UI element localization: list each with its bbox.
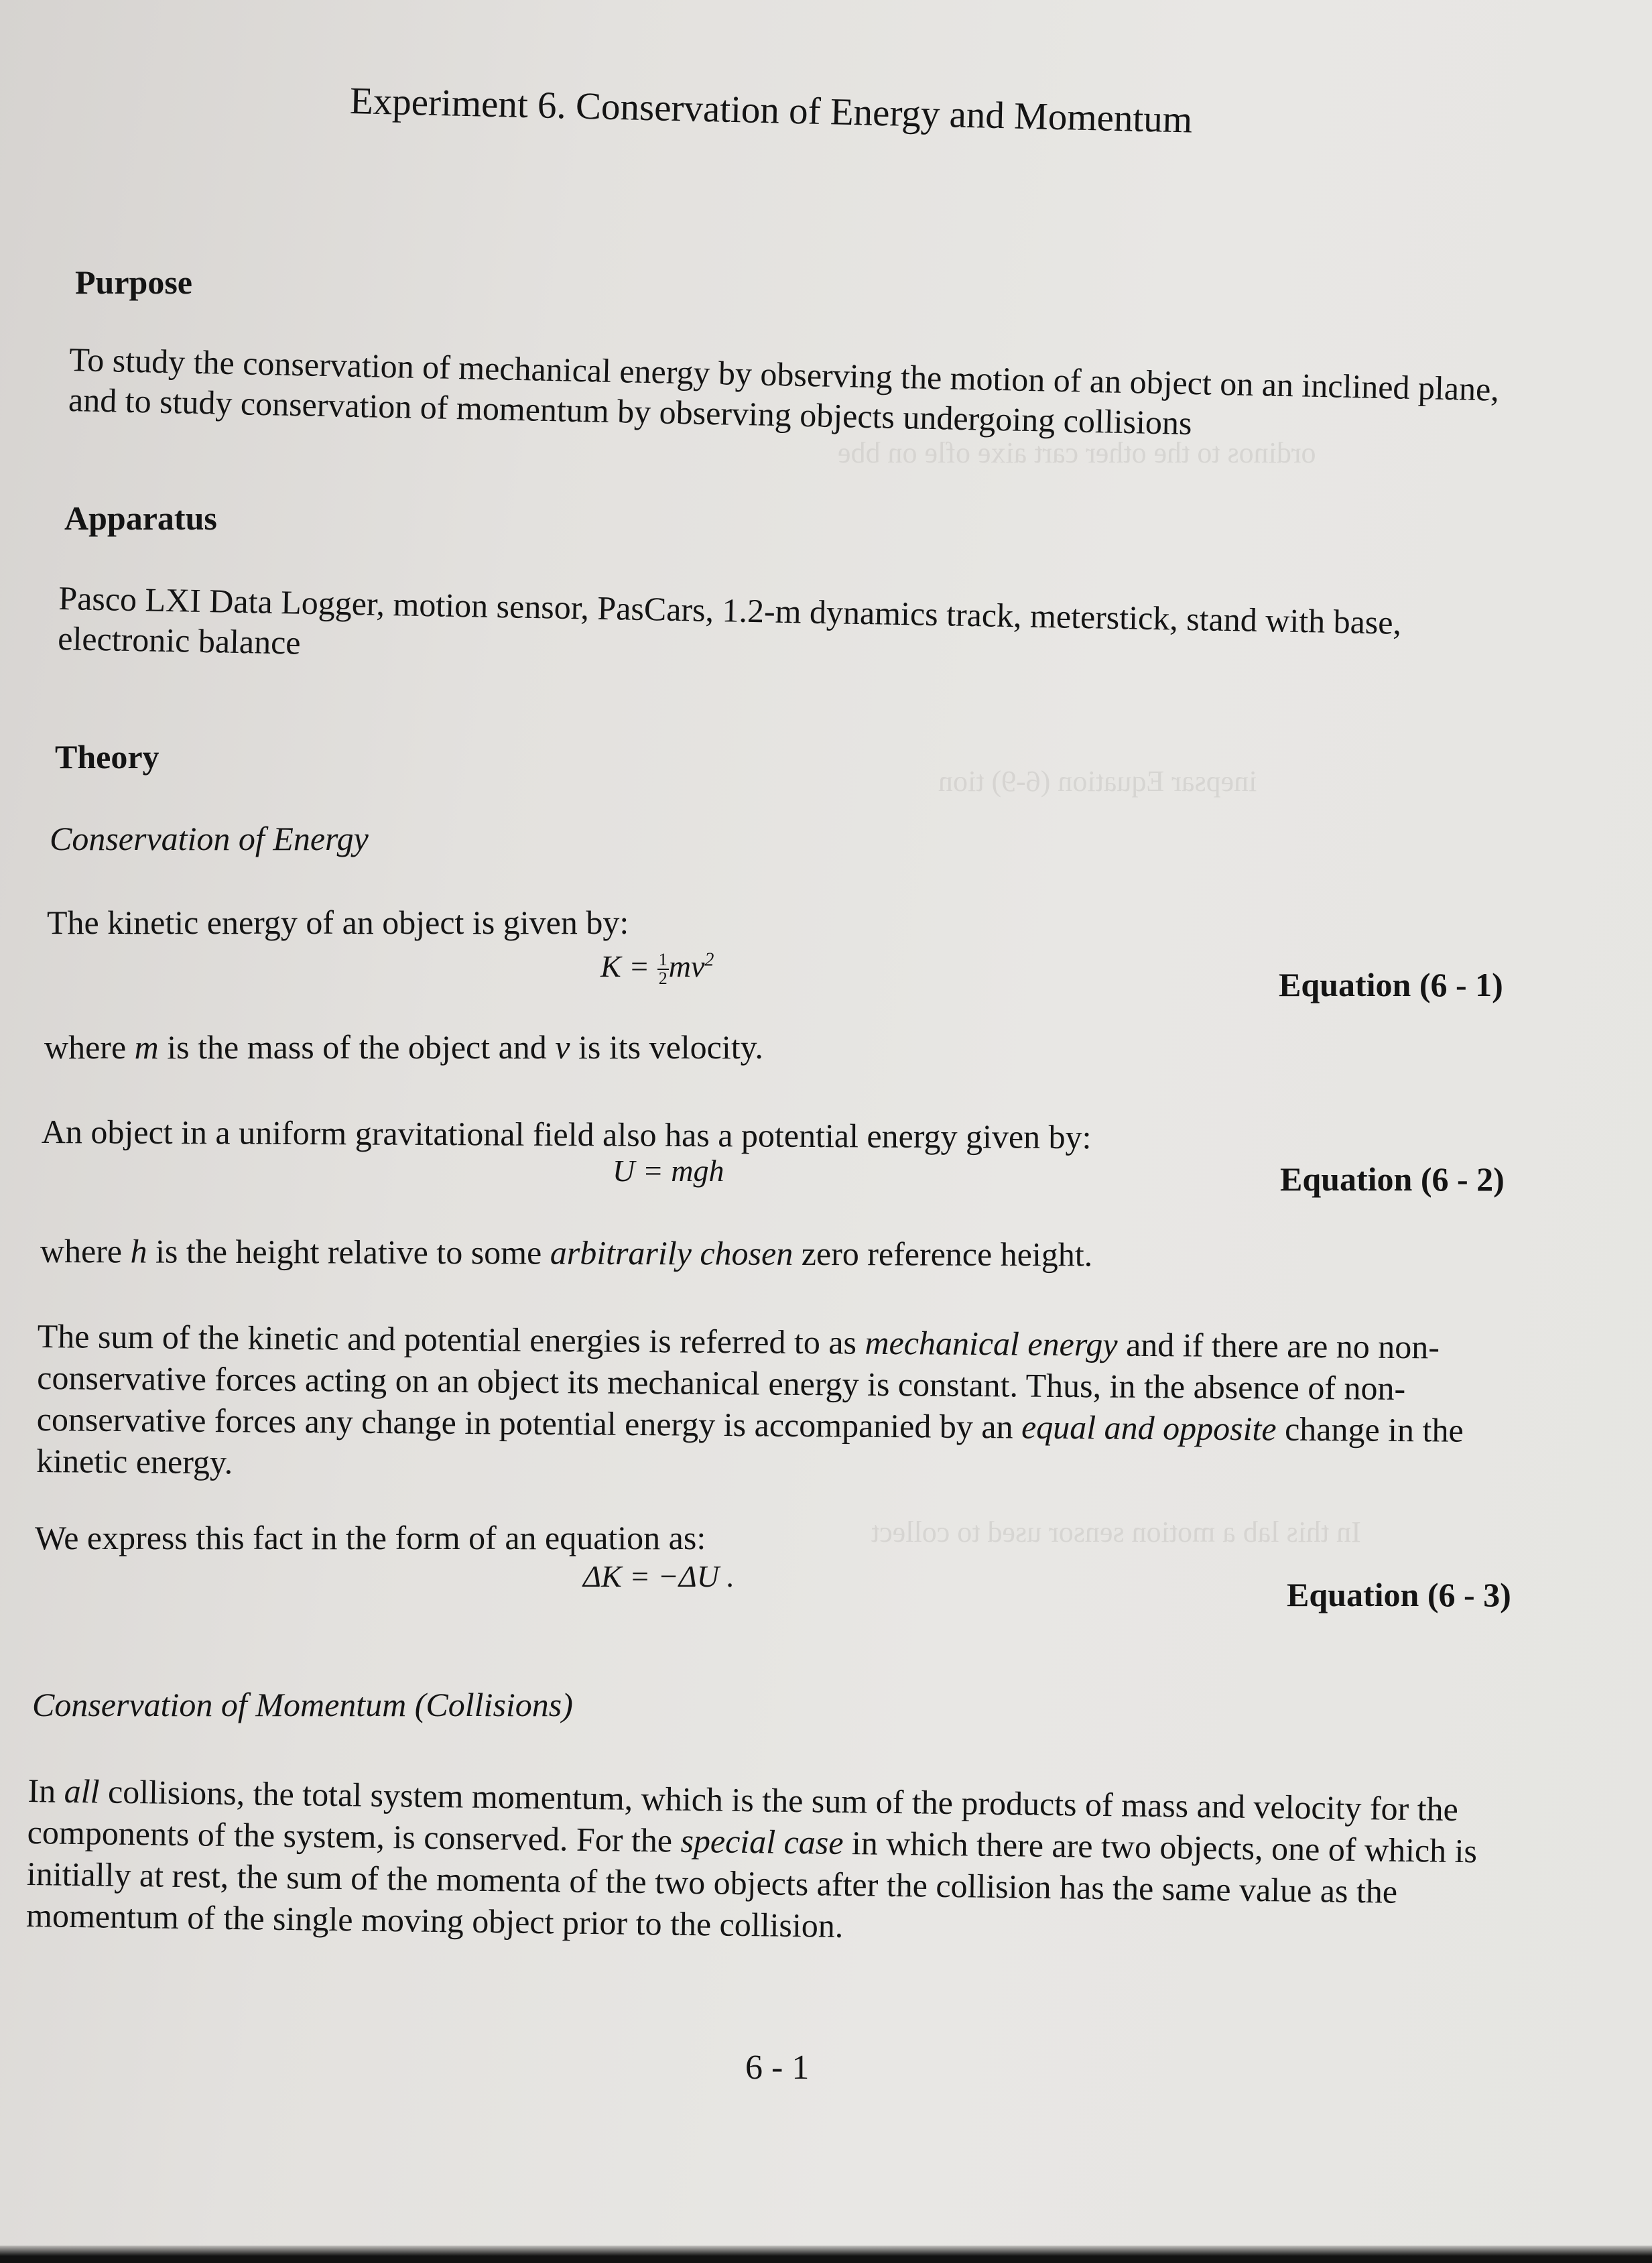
text-span: The sum of the kinetic and potential energies is referred to as [37, 1317, 865, 1361]
purpose-heading: Purpose [75, 263, 192, 301]
mechanical-energy-paragraph [36, 1315, 1535, 1493]
emphasis: special case [680, 1821, 844, 1861]
equation-6-2-label: Equation (6 - 2) [1280, 1160, 1505, 1198]
eq1-exponent: 2 [704, 949, 714, 971]
eq1-denominator: 2 [658, 969, 668, 989]
purpose-paragraph: To study the conservation of mechanical energy by observing the motion of an object on an inclined plane, and to study conservation of momentum by observing objects undergoing collisions [68, 340, 1500, 442]
momentum-text [26, 1770, 1551, 1956]
potential-where [40, 1231, 1448, 1276]
emphasis: all [64, 1772, 100, 1811]
page-number: 6 - 1 [745, 2048, 810, 2087]
apparatus-paragraph: Pasco LXI Data Logger, motion sensor, PasCars, 1.2-m dynamics track, meterstick, stand with base, electronic balance [57, 578, 1402, 662]
purpose-text [68, 339, 1510, 450]
equation-6-1-label: Equation (6 - 1) [1279, 966, 1503, 1003]
momentum-subheading: Conservation of Momentum (Collisions) [32, 1686, 573, 1723]
text-span: where [40, 1232, 131, 1270]
emphasis: mechanical energy [865, 1323, 1118, 1363]
text-span: collisions, the total system momentum, which is the sum of the products of mass and velocity for the components of the system, is conserved. For the [27, 1772, 1459, 1859]
bleed-through-decoration: inepsar Equation (6-9) tion [938, 765, 1257, 798]
theory-heading: Theory [55, 738, 160, 776]
bleed-through-decoration: ordinos to the other cart aixe ofle on bbe [838, 436, 1316, 469]
equation-6-3-label: Equation (6 - 3) [1287, 1576, 1511, 1613]
apparatus-text [58, 578, 1519, 685]
kinetic-intro [47, 902, 1387, 942]
potential-intro [42, 1111, 1449, 1159]
emphasis: arbitrarily chosen [550, 1233, 793, 1272]
text-span: in which there are two objects, one of which is initially at rest, the sum of the momenta of the two objects after the collision has the same value as the momentum of the single moving object prior to the collision. [25, 1823, 1478, 1945]
page-title: Experiment 6. Conservation of Energy and Momentum [349, 80, 1193, 141]
equation-6-2: U = mgh [613, 1154, 724, 1188]
potential-where-text [40, 1231, 1448, 1276]
text-span: and if there are no non-conservative forces acting on an object its mechanical energy is constant. Thus, in the absence of non-conservative forces any change in potential energy is accompanied by an [36, 1325, 1440, 1446]
text-span: is the height relative to some [147, 1232, 550, 1272]
mechanical-energy-text [36, 1315, 1535, 1493]
var-m: m [134, 1028, 159, 1066]
apparatus-heading: Apparatus [64, 499, 217, 537]
express-intro [35, 1518, 1375, 1558]
potential-intro-text: An object in a uniform gravitational field also has a potential energy given by: [41, 1113, 1092, 1156]
energy-subheading: Conservation of Energy [50, 820, 369, 857]
eq1-rhs: mv [668, 949, 705, 983]
kinetic-where-text [44, 1027, 1385, 1067]
page-bottom-edge [0, 2246, 1652, 2263]
bleed-through-decoration: In this lab a motion sensor used to collect [871, 1516, 1361, 1548]
text-span: In [27, 1771, 65, 1810]
text-span: where [44, 1028, 135, 1066]
text-span: is its velocity. [570, 1028, 763, 1066]
eq1-fraction [657, 951, 669, 987]
text-span: change in the kinetic energy. [36, 1410, 1464, 1481]
kinetic-where [44, 1027, 1385, 1067]
momentum-paragraph [26, 1770, 1551, 1956]
kinetic-intro-text: The kinetic energy of an object is given by: [47, 904, 629, 941]
equation-6-3: ΔK = −ΔU . [583, 1559, 735, 1593]
eq1-lhs: K = [600, 949, 657, 983]
express-intro-text: We express this fact in the form of an equation as: [35, 1519, 706, 1556]
equation-6-1 [600, 949, 714, 987]
text-span: is the mass of the object and [158, 1028, 556, 1066]
text-span: zero reference height. [793, 1234, 1093, 1274]
var-v: v [555, 1028, 570, 1066]
eq1-numerator: 1 [658, 950, 668, 970]
emphasis: equal and opposite [1021, 1408, 1277, 1448]
var-h: h [130, 1232, 147, 1270]
